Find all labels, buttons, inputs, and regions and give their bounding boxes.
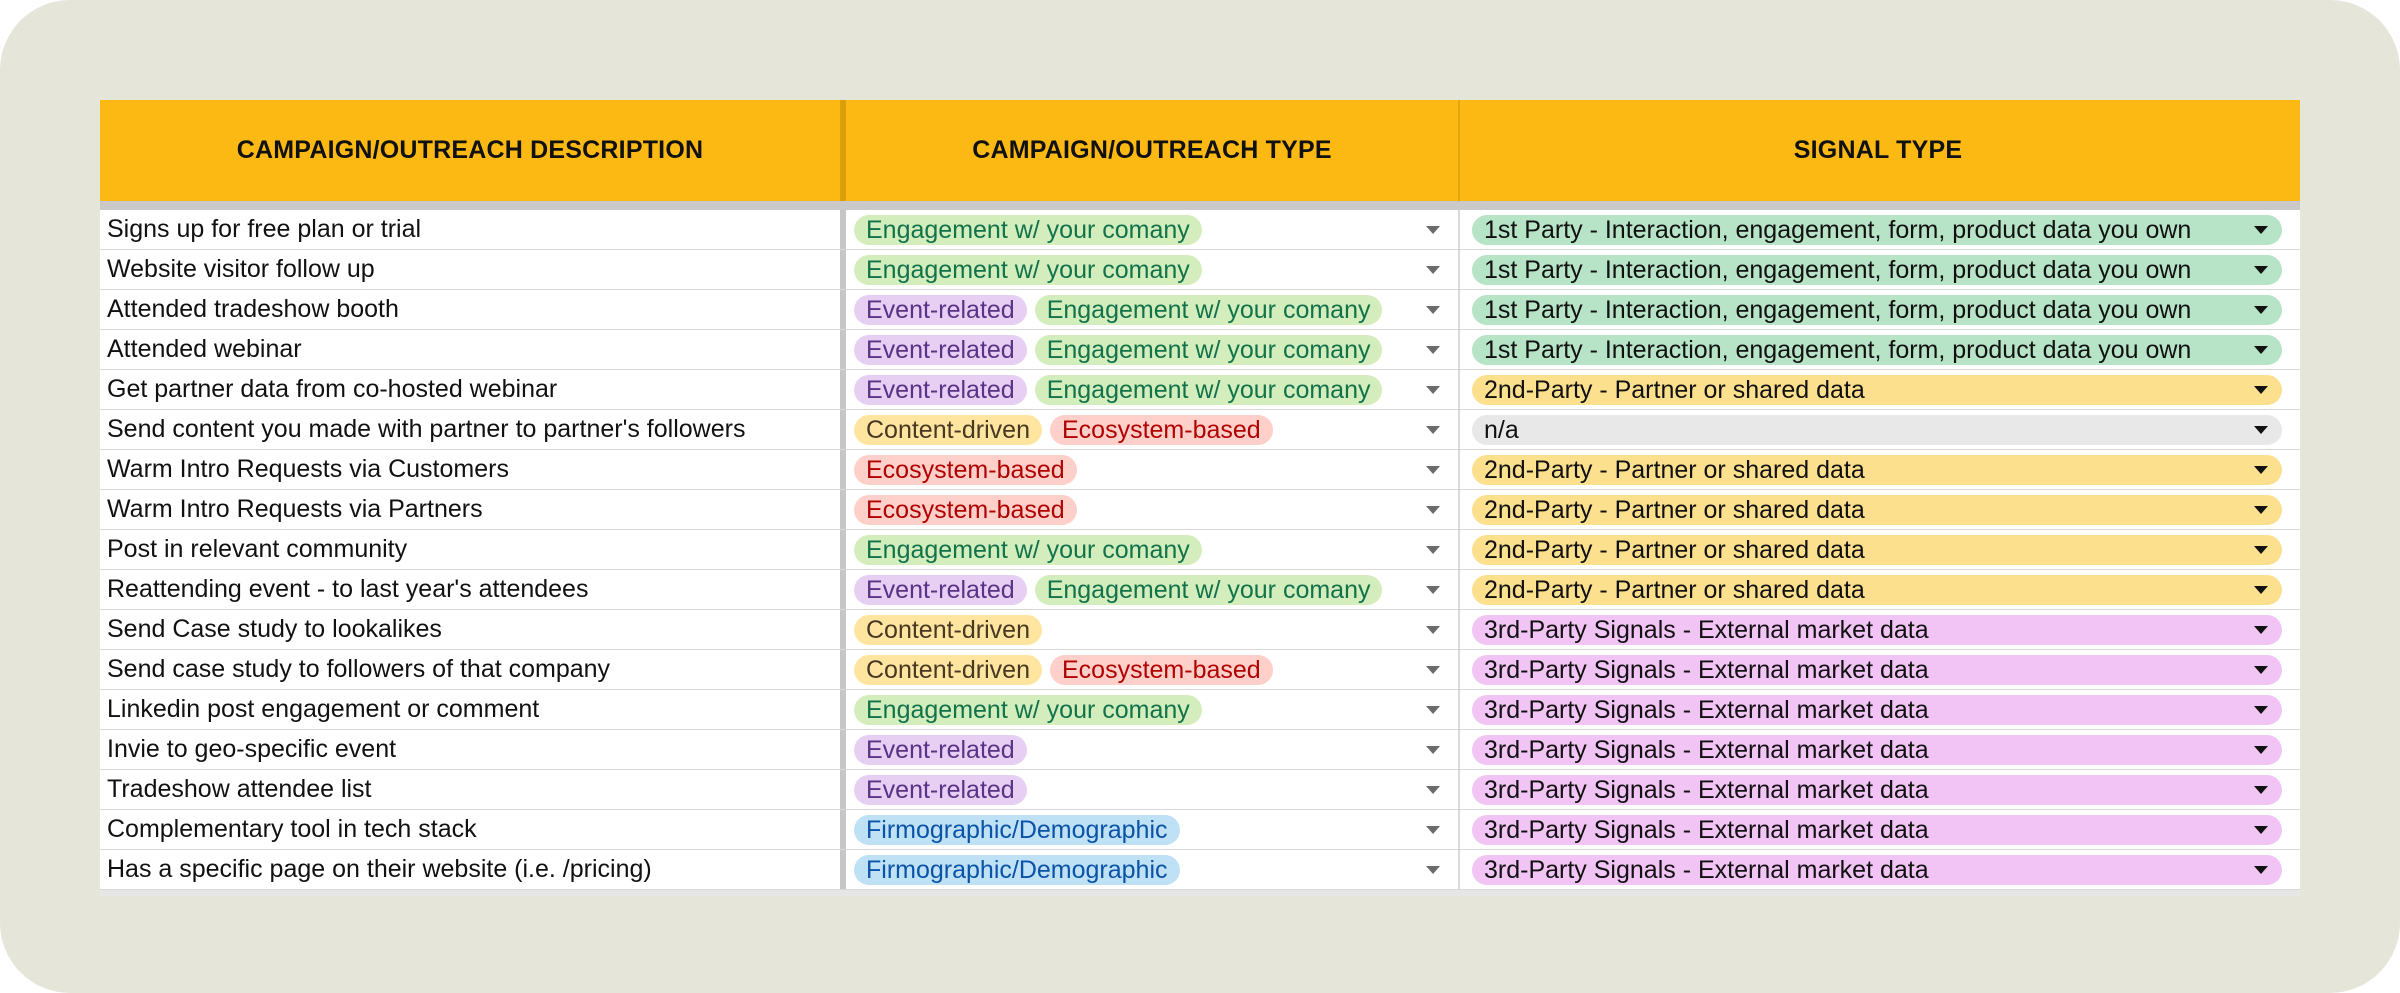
type-chip: Engagement w/ your comany bbox=[854, 535, 1202, 565]
header-row bbox=[100, 100, 2300, 210]
dropdown-arrow-icon[interactable] bbox=[1426, 746, 1440, 754]
header-description[interactable]: CAMPAIGN/OUTREACH DESCRIPTION bbox=[236, 136, 704, 164]
description-cell[interactable]: Send Case study to lookalikes bbox=[107, 615, 442, 643]
signal-chip[interactable] bbox=[1472, 615, 2282, 645]
description-cell[interactable]: Website visitor follow up bbox=[107, 255, 375, 283]
dropdown-arrow-icon[interactable] bbox=[2254, 426, 2268, 434]
type-chip: Ecosystem-based bbox=[854, 455, 1077, 485]
type-dropdown-cell[interactable] bbox=[846, 650, 1458, 689]
type-chip: Firmographic/Demographic bbox=[854, 855, 1180, 885]
dropdown-arrow-icon[interactable] bbox=[2254, 586, 2268, 594]
dropdown-arrow-icon[interactable] bbox=[2254, 626, 2268, 634]
dropdown-arrow-icon[interactable] bbox=[1426, 266, 1440, 274]
signal-dropdown-cell[interactable] bbox=[1460, 410, 2296, 449]
signal-dropdown-cell[interactable] bbox=[1460, 370, 2296, 409]
signal-chip[interactable] bbox=[1472, 815, 2282, 845]
type-chip: Event-related bbox=[854, 775, 1027, 805]
signal-dropdown-cell[interactable] bbox=[1460, 690, 2296, 729]
dropdown-arrow-icon[interactable] bbox=[2254, 306, 2268, 314]
type-dropdown-cell[interactable] bbox=[846, 690, 1458, 729]
signal-label: 2nd-Party - Partner or shared data bbox=[1484, 455, 1865, 484]
signal-label: 3rd-Party Signals - External market data bbox=[1484, 735, 1929, 764]
table-row bbox=[100, 250, 2300, 290]
table-footer-edge bbox=[100, 890, 2300, 896]
signal-chip[interactable] bbox=[1472, 375, 2282, 405]
dropdown-arrow-icon[interactable] bbox=[2254, 826, 2268, 834]
dropdown-arrow-icon[interactable] bbox=[1426, 546, 1440, 554]
table-row bbox=[100, 450, 2300, 490]
table-row bbox=[100, 210, 2300, 250]
dropdown-arrow-icon[interactable] bbox=[1426, 226, 1440, 234]
signal-dropdown-cell[interactable] bbox=[1460, 730, 2296, 769]
dropdown-arrow-icon[interactable] bbox=[1426, 586, 1440, 594]
signal-chip[interactable] bbox=[1472, 335, 2282, 365]
signal-label: 3rd-Party Signals - External market data bbox=[1484, 615, 1929, 644]
table-row bbox=[100, 850, 2300, 890]
description-cell[interactable]: Signs up for free plan or trial bbox=[107, 215, 422, 243]
signal-chip[interactable] bbox=[1472, 575, 2282, 605]
signal-dropdown-cell[interactable] bbox=[1460, 330, 2296, 369]
dropdown-arrow-icon[interactable] bbox=[1426, 506, 1440, 514]
type-chip: Engagement w/ your comany bbox=[1035, 295, 1383, 325]
dropdown-arrow-icon[interactable] bbox=[2254, 546, 2268, 554]
signal-dropdown-cell[interactable] bbox=[1460, 250, 2296, 289]
signal-chip[interactable] bbox=[1472, 295, 2282, 325]
signal-label: 2nd-Party - Partner or shared data bbox=[1484, 575, 1865, 604]
description-cell[interactable]: Send content you made with partner to partner's followers bbox=[107, 415, 746, 443]
signal-label: 3rd-Party Signals - External market data bbox=[1484, 695, 1929, 724]
type-chip: Event-related bbox=[854, 575, 1027, 605]
signal-label: 1st Party - Interaction, engagement, form, product data you own bbox=[1484, 255, 2192, 284]
header-signal[interactable]: SIGNAL TYPE bbox=[1793, 136, 1963, 164]
table-row bbox=[100, 410, 2300, 450]
type-chip: Content-driven bbox=[854, 615, 1042, 645]
signal-dropdown-cell[interactable] bbox=[1460, 290, 2296, 329]
signal-chip[interactable] bbox=[1472, 495, 2282, 525]
signal-label: 1st Party - Interaction, engagement, form, product data you own bbox=[1484, 335, 2192, 364]
type-dropdown-cell[interactable] bbox=[846, 570, 1458, 609]
dropdown-arrow-icon[interactable] bbox=[1426, 306, 1440, 314]
dropdown-arrow-icon[interactable] bbox=[1426, 866, 1440, 874]
type-dropdown-cell[interactable] bbox=[846, 850, 1458, 889]
dropdown-arrow-icon[interactable] bbox=[2254, 786, 2268, 794]
table-row bbox=[100, 810, 2300, 850]
spreadsheet bbox=[100, 100, 2300, 896]
dropdown-arrow-icon[interactable] bbox=[1426, 706, 1440, 714]
signal-label: 2nd-Party - Partner or shared data bbox=[1484, 375, 1865, 404]
description-cell[interactable]: Invie to geo-specific event bbox=[107, 735, 397, 763]
type-chip: Ecosystem-based bbox=[854, 495, 1077, 525]
signal-label: n/a bbox=[1484, 415, 1519, 444]
type-chip: Engagement w/ your comany bbox=[854, 215, 1202, 245]
signal-chip[interactable] bbox=[1472, 455, 2282, 485]
dropdown-arrow-icon[interactable] bbox=[2254, 746, 2268, 754]
dropdown-arrow-icon[interactable] bbox=[1426, 466, 1440, 474]
dropdown-arrow-icon[interactable] bbox=[1426, 426, 1440, 434]
type-chip: Engagement w/ your comany bbox=[1035, 575, 1383, 605]
type-chip: Firmographic/Demographic bbox=[854, 815, 1180, 845]
signal-dropdown-cell[interactable] bbox=[1460, 210, 2296, 249]
description-cell[interactable]: Reattending event - to last year's attendees bbox=[107, 575, 589, 603]
type-dropdown-cell[interactable] bbox=[846, 290, 1458, 329]
signal-chip[interactable] bbox=[1472, 415, 2282, 445]
signal-dropdown-cell[interactable] bbox=[1460, 770, 2296, 809]
table-row bbox=[100, 770, 2300, 810]
type-chip: Ecosystem-based bbox=[1050, 655, 1273, 685]
dropdown-arrow-icon[interactable] bbox=[2254, 666, 2268, 674]
table-body bbox=[100, 210, 2300, 890]
dropdown-arrow-icon[interactable] bbox=[2254, 346, 2268, 354]
description-cell[interactable]: Linkedin post engagement or comment bbox=[107, 695, 540, 723]
signal-dropdown-cell[interactable] bbox=[1460, 810, 2296, 849]
type-dropdown-cell[interactable] bbox=[846, 730, 1458, 769]
table-row bbox=[100, 370, 2300, 410]
header-type[interactable]: CAMPAIGN/OUTREACH TYPE bbox=[972, 136, 1332, 164]
signal-chip[interactable] bbox=[1472, 855, 2282, 885]
signal-dropdown-cell[interactable] bbox=[1460, 450, 2296, 489]
type-chip: Engagement w/ your comany bbox=[854, 255, 1202, 285]
type-dropdown-cell[interactable] bbox=[846, 490, 1458, 529]
signal-chip[interactable] bbox=[1472, 535, 2282, 565]
table-row bbox=[100, 570, 2300, 610]
dropdown-arrow-icon[interactable] bbox=[2254, 226, 2268, 234]
signal-chip[interactable] bbox=[1472, 215, 2282, 245]
table-row bbox=[100, 650, 2300, 690]
table-row bbox=[100, 610, 2300, 650]
type-chip: Ecosystem-based bbox=[1050, 415, 1273, 445]
dropdown-arrow-icon[interactable] bbox=[1426, 786, 1440, 794]
type-dropdown-cell[interactable] bbox=[846, 810, 1458, 849]
type-chip: Engagement w/ your comany bbox=[1035, 375, 1383, 405]
description-cell[interactable]: Warm Intro Requests via Customers bbox=[107, 455, 509, 483]
table-row bbox=[100, 530, 2300, 570]
signal-label: 3rd-Party Signals - External market data bbox=[1484, 855, 1929, 884]
dropdown-arrow-icon[interactable] bbox=[2254, 706, 2268, 714]
type-dropdown-cell[interactable] bbox=[846, 210, 1458, 249]
signal-dropdown-cell[interactable] bbox=[1460, 650, 2296, 689]
signal-label: 2nd-Party - Partner or shared data bbox=[1484, 495, 1865, 524]
table-row bbox=[100, 490, 2300, 530]
type-chip: Content-driven bbox=[854, 655, 1042, 685]
description-cell[interactable]: Warm Intro Requests via Partners bbox=[107, 495, 483, 523]
signal-chip[interactable] bbox=[1472, 695, 2282, 725]
type-chip: Engagement w/ your comany bbox=[854, 695, 1202, 725]
type-chip: Engagement w/ your comany bbox=[1035, 335, 1383, 365]
table-row bbox=[100, 730, 2300, 770]
type-chip: Event-related bbox=[854, 335, 1027, 365]
dropdown-arrow-icon[interactable] bbox=[2254, 266, 2268, 274]
dropdown-arrow-icon[interactable] bbox=[2254, 506, 2268, 514]
table-row bbox=[100, 690, 2300, 730]
description-cell[interactable]: Send case study to followers of that company bbox=[107, 655, 611, 683]
dropdown-arrow-icon[interactable] bbox=[1426, 826, 1440, 834]
dropdown-arrow-icon[interactable] bbox=[1426, 386, 1440, 394]
signal-dropdown-cell[interactable] bbox=[1460, 610, 2296, 649]
signal-label: 3rd-Party Signals - External market data bbox=[1484, 655, 1929, 684]
type-dropdown-cell[interactable] bbox=[846, 610, 1458, 649]
type-chip: Event-related bbox=[854, 375, 1027, 405]
type-chip: Content-driven bbox=[854, 415, 1042, 445]
description-cell[interactable]: Attended webinar bbox=[107, 335, 302, 363]
type-dropdown-cell[interactable] bbox=[846, 410, 1458, 449]
type-dropdown-cell[interactable] bbox=[846, 530, 1458, 569]
description-cell[interactable]: Get partner data from co-hosted webinar bbox=[107, 375, 558, 403]
type-dropdown-cell[interactable] bbox=[846, 450, 1458, 489]
description-cell[interactable]: Tradeshow attendee list bbox=[107, 775, 372, 803]
table-row bbox=[100, 290, 2300, 330]
table-row bbox=[100, 330, 2300, 370]
signal-label: 1st Party - Interaction, engagement, form, product data you own bbox=[1484, 215, 2192, 244]
type-chip: Event-related bbox=[854, 735, 1027, 765]
type-chip: Event-related bbox=[854, 295, 1027, 325]
signal-label: 3rd-Party Signals - External market data bbox=[1484, 815, 1929, 844]
dropdown-arrow-icon[interactable] bbox=[1426, 346, 1440, 354]
type-dropdown-cell[interactable] bbox=[846, 330, 1458, 369]
dropdown-arrow-icon[interactable] bbox=[1426, 626, 1440, 634]
description-cell[interactable]: Attended tradeshow booth bbox=[107, 295, 399, 323]
dropdown-arrow-icon[interactable] bbox=[2254, 466, 2268, 474]
description-cell[interactable]: Has a specific page on their website (i.e. /pricing) bbox=[107, 855, 652, 883]
type-dropdown-cell[interactable] bbox=[846, 770, 1458, 809]
signal-chip[interactable] bbox=[1472, 655, 2282, 685]
signal-chip[interactable] bbox=[1472, 775, 2282, 805]
signal-dropdown-cell[interactable] bbox=[1460, 530, 2296, 569]
dropdown-arrow-icon[interactable] bbox=[2254, 866, 2268, 874]
signal-dropdown-cell[interactable] bbox=[1460, 570, 2296, 609]
signal-label: 3rd-Party Signals - External market data bbox=[1484, 775, 1929, 804]
signal-label: 2nd-Party - Partner or shared data bbox=[1484, 535, 1865, 564]
signal-chip[interactable] bbox=[1472, 735, 2282, 765]
dropdown-arrow-icon[interactable] bbox=[1426, 666, 1440, 674]
signal-dropdown-cell[interactable] bbox=[1460, 850, 2296, 889]
type-dropdown-cell[interactable] bbox=[846, 250, 1458, 289]
signal-dropdown-cell[interactable] bbox=[1460, 490, 2296, 529]
description-cell[interactable]: Post in relevant community bbox=[107, 535, 408, 563]
description-cell[interactable]: Complementary tool in tech stack bbox=[107, 815, 477, 843]
signal-chip[interactable] bbox=[1472, 255, 2282, 285]
dropdown-arrow-icon[interactable] bbox=[2254, 386, 2268, 394]
signal-label: 1st Party - Interaction, engagement, form, product data you own bbox=[1484, 295, 2192, 324]
type-dropdown-cell[interactable] bbox=[846, 370, 1458, 409]
